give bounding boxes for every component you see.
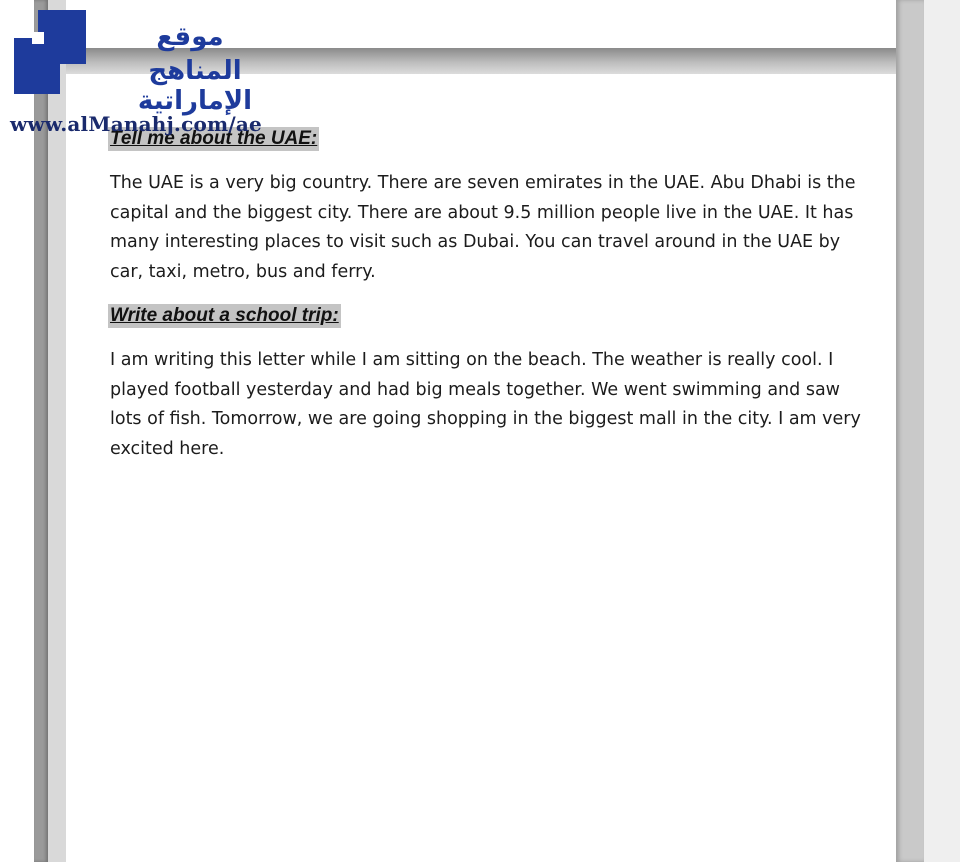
site-logo-icon [14, 10, 86, 94]
section-heading-school-trip: Write about a school trip: [110, 305, 339, 326]
paragraph-line: capital and the biggest city. There are about 9.5 million people live in the UAE. It has [110, 202, 854, 223]
paragraph-line: many interesting places to visit such as Dubai. You can travel around in the UAE by [110, 232, 841, 252]
paragraph-uae [110, 169, 870, 287]
watermark-url[interactable]: www.alManahj.com/ae [10, 112, 262, 136]
paragraph-line: lots of fish. Tomorrow, we are going shopping in the biggest mall in the city. I am very [110, 409, 861, 429]
paragraph-line: excited here. [110, 438, 225, 459]
paragraph-line: The UAE is a very big country. There are seven emirates in the UAE. Abu Dhabi is the [110, 173, 856, 193]
watermark-arabic-name: المناهج الإماراتية [137, 56, 253, 116]
paragraph-school-trip [110, 346, 870, 464]
paragraph-line: I am writing this letter while I am sitting on the beach. The weather is really cool. I [110, 350, 834, 370]
watermark-arabic-site: موقع [156, 22, 224, 52]
right-gutter [924, 0, 960, 862]
right-page-border [896, 0, 924, 862]
paragraph-line: played football yesterday and had big meals together. We went swimming and saw [110, 379, 840, 400]
section-heading-uae: Tell me about the UAE: [110, 128, 318, 149]
paragraph-line: car, taxi, metro, bus and ferry. [110, 261, 376, 282]
